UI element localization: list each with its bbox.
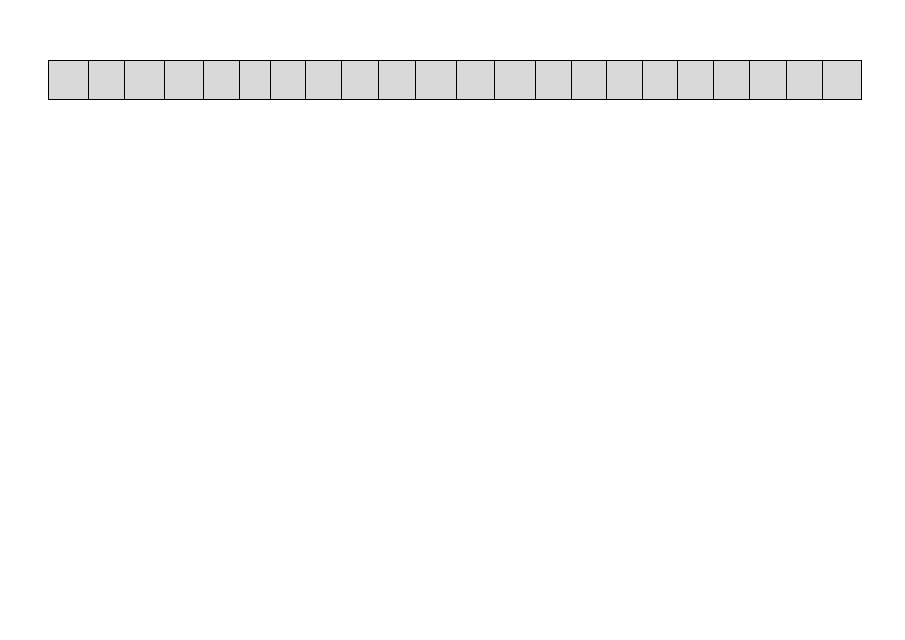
column-header	[750, 61, 786, 100]
column-header	[677, 61, 713, 100]
column-header	[378, 61, 415, 100]
column-header	[89, 61, 124, 100]
column-header	[416, 61, 456, 100]
column-header	[124, 61, 164, 100]
column-header	[49, 61, 89, 100]
column-header	[240, 61, 270, 100]
table-header-row	[49, 61, 862, 100]
data-table	[48, 60, 862, 100]
column-header	[572, 61, 606, 100]
column-header	[270, 61, 305, 100]
column-header	[495, 61, 535, 100]
column-header	[456, 61, 494, 100]
column-header	[714, 61, 750, 100]
column-header	[606, 61, 642, 100]
column-header	[306, 61, 341, 100]
column-header	[643, 61, 677, 100]
column-header	[203, 61, 239, 100]
column-header	[535, 61, 571, 100]
column-header	[341, 61, 378, 100]
column-header	[786, 61, 822, 100]
column-header	[823, 61, 862, 100]
column-header	[165, 61, 203, 100]
